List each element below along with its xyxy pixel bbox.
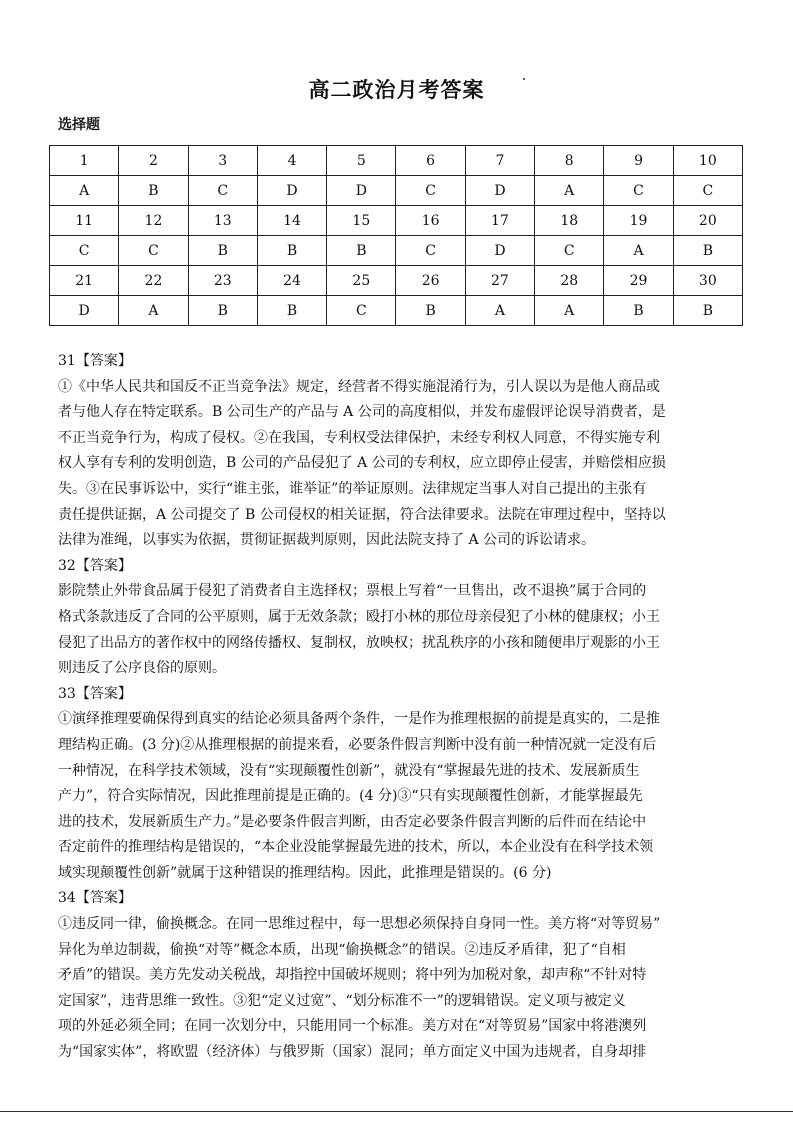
question-number-cell: 17	[465, 206, 534, 236]
q34-line: 矛盾”的错误。美方先发动关税战，却指控中国破坏规则；将中列为加税对象，却声称“不针对特	[58, 967, 647, 984]
question-number-cell: 11	[50, 206, 119, 236]
question-number-cell: 21	[50, 266, 119, 296]
answer-cell: B	[673, 296, 742, 326]
question-number-cell: 25	[327, 266, 396, 296]
answer-cell: B	[188, 236, 257, 266]
answer-cell: D	[465, 236, 534, 266]
question-number-row	[50, 206, 743, 236]
q32-heading: 32【答案】	[58, 557, 132, 574]
question-number-cell: 23	[188, 266, 257, 296]
question-number-cell: 16	[396, 206, 465, 236]
answer-cell: C	[50, 236, 119, 266]
q31-line: 不正当竞争行为，构成了侵权。②在我国，专利权受法律保护，未经专利权人同意，不得实施专利	[58, 429, 660, 446]
question-number-cell: 2	[119, 146, 188, 176]
question-number-cell: 14	[257, 206, 326, 236]
q33-line: 域实现颠覆性创新”就属于这种错误的推理结构。因此，此推理是错误的。(6 分)	[58, 864, 552, 881]
question-number-cell: 9	[604, 146, 673, 176]
question-number-cell: 15	[327, 206, 396, 236]
answer-cell: B	[604, 296, 673, 326]
answer-cell: D	[465, 176, 534, 206]
question-number-cell: 30	[673, 266, 742, 296]
answer-cell: C	[673, 176, 742, 206]
answer-cell: A	[465, 296, 534, 326]
question-number-cell: 3	[188, 146, 257, 176]
answer-cell: B	[257, 296, 326, 326]
question-number-row	[50, 146, 743, 176]
page-title: 高二政治月考答案	[308, 77, 485, 102]
answer-cell: A	[604, 236, 673, 266]
question-number-cell: 12	[119, 206, 188, 236]
question-number-cell: 28	[535, 266, 604, 296]
answer-cell: D	[327, 176, 396, 206]
q33-line: 否定前件的推理结构是错误的，“本企业没能掌握最先进的技术，所以，本企业没有在科学技术领	[58, 839, 654, 856]
question-number-cell: 20	[673, 206, 742, 236]
q32-line: 则违反了公序良俗的原则。	[58, 660, 226, 677]
question-number-cell: 19	[604, 206, 673, 236]
q33-line: 理结构正确。(3 分)②从推理根据的前提来看，必要条件假言判断中没有前一种情况就一定没有后	[58, 736, 657, 753]
q34-line: 项的外延必须全同；在同一次划分中，只能用同一个标准。美方对在“对等贸易”国家中将港澳列	[58, 1018, 647, 1035]
question-number-cell: 10	[673, 146, 742, 176]
answer-cell: B	[396, 296, 465, 326]
q32-line: 影院禁止外带食品属于侵犯了消费者自主选择权；票根上写着“一旦售出，改不退换”属于合同的	[58, 583, 647, 600]
q34-line: 定国家”，违背思维一致性。③犯“定义过宽”、“划分标准不一”的逻辑错误。定义项与被定义	[58, 992, 626, 1009]
q32-line: 侵犯了出品方的著作权中的网络传播权、复制权，放映权；扰乱秩序的小孩和随便串厅观影的小王	[58, 634, 660, 651]
q34-heading: 34【答案】	[58, 890, 132, 907]
question-number-cell: 26	[396, 266, 465, 296]
question-number-cell: 6	[396, 146, 465, 176]
answer-row	[50, 236, 743, 266]
q32-line: 格式条款违反了合同的公平原则，属于无效条款；殴打小林的那位母亲侵犯了小林的健康权；小王	[58, 608, 660, 625]
answer-cell: C	[188, 176, 257, 206]
q33-line: ①演绎推理要确保得到真实的结论必须具备两个条件，一是作为推理根据的前提是真实的，二是推	[58, 711, 660, 728]
answer-cell: D	[257, 176, 326, 206]
answer-cell: B	[188, 296, 257, 326]
answer-cell: A	[119, 296, 188, 326]
answer-table	[49, 145, 743, 326]
answer-cell: C	[396, 176, 465, 206]
question-number-cell: 8	[535, 146, 604, 176]
answer-cell: C	[327, 296, 396, 326]
question-number-cell: 13	[188, 206, 257, 236]
answer-cell: C	[119, 236, 188, 266]
q33-line: 一种情况，在科学技术领域，没有“实现颠覆性创新”，就没有“掌握最先进的技术、发展新质生	[58, 762, 640, 779]
q33-line: 进的技术，发展新质生产力。”是必要条件假言判断，由否定必要条件假言判断的后件而在结论中	[58, 813, 647, 830]
q31-line: ①《中华人民共和国反不正当竞争法》规定，经营者不得实施混淆行为，引人误以为是他人商品或	[58, 378, 660, 395]
q31-line: 者与他人存在特定联系。B 公司生产的产品与 A 公司的高度相似，并发布虚假评论误导消费者，是	[58, 404, 666, 421]
q33-heading: 33【答案】	[58, 685, 132, 702]
q34-line: ①违反同一律，偷换概念。在同一思维过程中，每一思想必须保持自身同一性。美方将“对等贸易”	[58, 916, 661, 933]
stray-dot	[523, 78, 525, 80]
bottom-rule	[0, 1111, 793, 1112]
question-number-cell: 18	[535, 206, 604, 236]
q34-line: 异化为单边制裁，偷换“对等”概念本质，出现“偷换概念”的错误。②违反矛盾律，犯了“自相	[58, 941, 626, 958]
answer-cell: B	[673, 236, 742, 266]
answer-row	[50, 296, 743, 326]
q31-line: 失。③在民事诉讼中，实行“谁主张，谁举证”的举证原则。法律规定当事人对自己提出的主张有	[58, 480, 647, 497]
question-number-cell: 29	[604, 266, 673, 296]
answer-cell: A	[535, 296, 604, 326]
answer-cell: A	[535, 176, 604, 206]
question-number-cell: 24	[257, 266, 326, 296]
q34-line: 为“国家实体”，将欧盟（经济体）与俄罗斯（国家）混同；单方面定义中国为违规者，自身却排	[58, 1044, 647, 1061]
q31-line: 责任提供证据，A 公司提交了 B 公司侵权的相关证据，符合法律要求。法院在审理过程中，坚持以	[58, 506, 666, 523]
answer-cell: B	[257, 236, 326, 266]
q31-line: 权人享有专利的发明创造，B 公司的产品侵犯了 A 公司的专利权，应立即停止侵害，并赔偿相应损	[58, 455, 666, 472]
answer-cell: C	[604, 176, 673, 206]
answer-row	[50, 176, 743, 206]
section-label: 选择题	[58, 117, 100, 133]
question-number-cell: 1	[50, 146, 119, 176]
answer-cell: D	[50, 296, 119, 326]
answer-cell: B	[119, 176, 188, 206]
answer-cell: A	[50, 176, 119, 206]
answer-cell: C	[535, 236, 604, 266]
question-number-cell: 27	[465, 266, 534, 296]
question-number-cell: 22	[119, 266, 188, 296]
answer-cell: B	[327, 236, 396, 266]
answer-cell: C	[396, 236, 465, 266]
question-number-cell: 4	[257, 146, 326, 176]
question-number-cell: 7	[465, 146, 534, 176]
answer-content	[58, 349, 740, 1066]
q31-heading: 31【答案】	[58, 353, 132, 369]
question-number-row	[50, 266, 743, 296]
q33-line: 产力”，符合实际情况，因此推理前提是正确的。(4 分)③“只有实现颠覆性创新，才能掌握最先	[58, 788, 643, 805]
q31-line: 法律为准绳，以事实为依据，贯彻证据裁判原则，因此法院支持了 A 公司的诉讼请求。	[58, 532, 596, 549]
question-number-cell: 5	[327, 146, 396, 176]
